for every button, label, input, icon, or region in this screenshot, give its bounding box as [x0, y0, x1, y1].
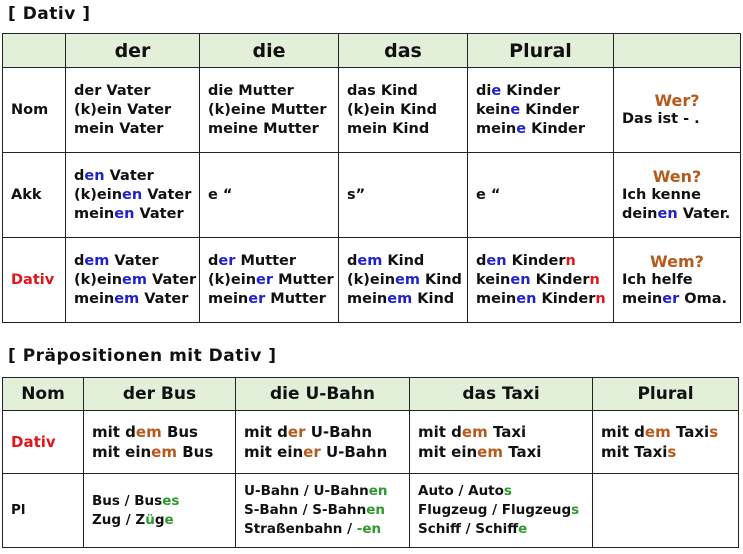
- text-line: [92, 492, 227, 511]
- table-cell: [339, 153, 468, 238]
- text-segment: Straßenbahn /: [244, 521, 357, 537]
- text-line: [347, 101, 459, 120]
- text-segment: mit ein: [418, 443, 478, 461]
- highlighted-ending: n: [589, 271, 600, 288]
- table-cell: [200, 153, 339, 238]
- text-segment: U-Bahn: [320, 443, 388, 461]
- table-cell: [339, 238, 468, 323]
- table-cell: [236, 411, 410, 474]
- highlighted-ending: em: [135, 423, 162, 441]
- text-segment: d: [476, 252, 487, 269]
- text-segment: Vater.: [677, 205, 731, 222]
- highlighted-ending: Wen?: [652, 166, 702, 186]
- text-line: [347, 290, 459, 309]
- text-segment: Kinder: [520, 101, 580, 118]
- text-segment: meine Mutter: [208, 120, 319, 137]
- text-segment: mein: [622, 290, 663, 307]
- text-line: [347, 120, 459, 139]
- table-cell: [236, 474, 410, 548]
- text-segment: Taxi: [487, 423, 527, 441]
- text-segment: Vater: [142, 186, 192, 203]
- text-segment: Mutter: [265, 290, 326, 307]
- row-header: Dativ: [3, 238, 66, 323]
- highlighted-ending: e: [518, 521, 528, 537]
- text-segment: (k)ein: [347, 271, 396, 288]
- table-cell: [200, 68, 339, 153]
- text-line: [347, 186, 459, 205]
- row-header: Akk: [3, 153, 66, 238]
- highlighted-ending: er: [287, 423, 306, 441]
- table-cell: [84, 411, 236, 474]
- text-segment: dein: [622, 205, 658, 222]
- text-segment: (k)ein Vater: [74, 101, 172, 118]
- table-row: [3, 411, 739, 474]
- text-segment: mein: [476, 120, 517, 137]
- text-line: [92, 442, 227, 462]
- text-line: [74, 290, 191, 309]
- text-segment: Das ist - .: [622, 111, 700, 127]
- text-segment: Oma.: [679, 290, 728, 307]
- highlighted-ending: en: [516, 290, 537, 307]
- text-line: [208, 252, 330, 271]
- text-line: [622, 186, 732, 205]
- text-segment: d: [347, 252, 358, 269]
- text-line: [476, 252, 605, 271]
- column-header: Nom: [3, 378, 84, 411]
- text-segment: S-Bahn / S-Bahn: [244, 502, 367, 518]
- highlighted-ending: em: [395, 271, 420, 288]
- text-line: [74, 167, 191, 186]
- column-header: das Taxi: [410, 378, 593, 411]
- text-segment: Kinder: [530, 271, 590, 288]
- text-line: [74, 82, 191, 101]
- text-line: [418, 442, 584, 462]
- text-segment: U-Bahn / U-Bahn: [244, 483, 369, 499]
- highlighted-ending: s: [667, 443, 677, 461]
- table-cell: [468, 68, 614, 153]
- text-segment: (k)ein: [208, 271, 257, 288]
- column-header: [3, 34, 66, 68]
- highlighted-ending: s: [709, 423, 719, 441]
- text-line: [622, 110, 732, 129]
- text-line: [208, 271, 334, 290]
- text-segment: mit d: [418, 423, 462, 441]
- text-line: [476, 101, 605, 120]
- highlighted-ending: es: [162, 492, 180, 509]
- table-row: [3, 238, 741, 323]
- text-segment: Ich kenne: [622, 186, 701, 203]
- highlighted-ending: er: [303, 443, 321, 461]
- highlighted-ending: en: [366, 502, 386, 518]
- table-cell: [66, 153, 200, 238]
- text-segment: Vater: [109, 252, 159, 269]
- text-segment: Bus / Bus: [92, 492, 163, 509]
- row-header: Nom: [3, 68, 66, 153]
- highlighted-ending: em: [644, 423, 671, 441]
- text-segment: mit Taxi: [601, 443, 668, 461]
- column-header: die U-Bahn: [236, 378, 410, 411]
- text-segment: Flugzeug / Flugzeug: [418, 502, 572, 518]
- text-segment: di: [476, 82, 492, 99]
- text-line: [244, 422, 401, 442]
- text-segment: Taxi: [670, 423, 710, 441]
- text-line: [476, 82, 605, 101]
- highlighted-ending: s: [503, 483, 512, 499]
- highlighted-ending: en: [84, 167, 105, 184]
- text-segment: (k)ein: [74, 186, 123, 203]
- column-header: Plural: [468, 34, 614, 68]
- text-line: [476, 120, 605, 139]
- text-segment: mein: [347, 290, 388, 307]
- highlighted-ending: en: [657, 205, 678, 222]
- text-line: [622, 290, 732, 309]
- text-line: [418, 520, 584, 539]
- highlighted-ending: en: [122, 186, 143, 203]
- text-segment: mein: [74, 290, 115, 307]
- column-header: die: [200, 34, 339, 68]
- text-line: [74, 120, 191, 139]
- text-segment: Mutter: [273, 271, 334, 288]
- text-segment: Bus: [176, 443, 214, 461]
- highlighted-ending: Wem?: [650, 251, 704, 271]
- text-segment: mein: [208, 290, 249, 307]
- text-segment: Kind: [382, 252, 425, 269]
- highlighted-ending: ü: [145, 511, 155, 528]
- text-segment: Kinder: [526, 120, 586, 137]
- text-segment: (k)ein: [74, 271, 123, 288]
- text-line: [418, 501, 584, 520]
- table-cell: [468, 238, 614, 323]
- text-segment: Kinder: [506, 252, 566, 269]
- text-line: [244, 520, 401, 539]
- text-segment: mein: [74, 205, 115, 222]
- text-segment: e “: [208, 186, 233, 203]
- text-segment: kein: [476, 101, 511, 118]
- highlighted-ending: Wer?: [654, 91, 700, 110]
- text-segment: e “: [476, 186, 501, 203]
- column-header: das: [339, 34, 468, 68]
- highlighted-ending: en: [510, 271, 531, 288]
- table-cell: [200, 238, 339, 323]
- highlighted-ending: em: [387, 290, 413, 307]
- text-line: [74, 186, 191, 205]
- column-header: Plural: [593, 378, 739, 411]
- section-title-dativ: [ Dativ ]: [8, 4, 91, 24]
- text-line: [476, 271, 605, 290]
- text-segment: Ich helfe: [622, 271, 693, 288]
- highlighted-ending: er: [218, 252, 236, 269]
- prepositions-dativ-table: [2, 377, 739, 548]
- text-line: [208, 290, 330, 309]
- table-cell: [614, 238, 741, 323]
- text-line: [74, 252, 191, 271]
- text-segment: (k)ein Kind: [347, 101, 437, 118]
- text-segment: mit ein: [92, 443, 152, 461]
- highlighted-ending: er: [256, 271, 274, 288]
- question-word: [622, 167, 732, 186]
- highlighted-ending: er: [662, 290, 680, 307]
- text-segment: Vater: [139, 290, 189, 307]
- text-segment: g: [154, 511, 165, 528]
- text-line: [74, 205, 191, 224]
- highlighted-ending: em: [84, 252, 110, 269]
- text-segment: mein Vater: [74, 120, 164, 137]
- highlighted-ending: en: [368, 483, 388, 499]
- text-segment: mit ein: [244, 443, 304, 461]
- highlighted-ending: em: [114, 290, 140, 307]
- text-segment: d: [74, 167, 85, 184]
- text-segment: die Mutter: [208, 82, 294, 99]
- text-segment: U-Bahn: [305, 423, 373, 441]
- highlighted-ending: er: [248, 290, 266, 307]
- highlighted-ending: en: [486, 252, 507, 269]
- text-line: [476, 290, 605, 309]
- text-segment: Vater: [104, 167, 154, 184]
- column-header: [614, 34, 741, 68]
- table-cell: [66, 238, 200, 323]
- table-cell: [339, 68, 468, 153]
- highlighted-ending: em: [357, 252, 383, 269]
- table-cell: [593, 411, 739, 474]
- row-header: Dativ: [3, 411, 84, 474]
- text-line: [347, 82, 459, 101]
- text-segment: mit d: [244, 423, 288, 441]
- table-cell: [66, 68, 200, 153]
- text-segment: Kind: [419, 271, 462, 288]
- text-line: [208, 186, 330, 205]
- row-header: Pl: [3, 474, 84, 548]
- text-line: [244, 442, 401, 462]
- table-row: [3, 68, 741, 153]
- text-line: [622, 271, 732, 290]
- highlighted-ending: en: [114, 205, 135, 222]
- text-line: [418, 422, 584, 442]
- highlighted-ending: n: [565, 252, 576, 269]
- text-segment: s”: [347, 186, 366, 203]
- highlighted-ending: em: [151, 443, 177, 461]
- highlighted-ending: em: [461, 423, 488, 441]
- text-line: [208, 82, 330, 101]
- text-segment: d: [74, 252, 85, 269]
- section-title-prepositions: [ Präpositionen mit Dativ ]: [8, 346, 277, 366]
- text-segment: Taxi: [502, 443, 542, 461]
- text-line: [622, 205, 732, 224]
- text-segment: kein: [476, 271, 511, 288]
- table-cell: [410, 411, 593, 474]
- text-segment: mit d: [92, 423, 136, 441]
- table-row: [3, 153, 741, 238]
- highlighted-ending: e: [491, 82, 502, 99]
- text-segment: (k)eine Mutter: [208, 101, 327, 118]
- text-segment: mit d: [601, 423, 645, 441]
- text-line: [74, 101, 191, 120]
- question-word: [622, 91, 732, 110]
- text-segment: Zug / Z: [92, 511, 146, 528]
- text-line: [418, 482, 584, 501]
- text-segment: Kinder: [536, 290, 596, 307]
- table-cell: [84, 474, 236, 548]
- text-segment: Bus: [161, 423, 198, 441]
- table-cell: [468, 153, 614, 238]
- text-line: [74, 271, 197, 290]
- text-line: [208, 120, 330, 139]
- table-row: [3, 474, 739, 548]
- text-segment: Schiff / Schiff: [418, 521, 519, 537]
- dativ-declension-table: [2, 33, 741, 323]
- text-line: [208, 101, 330, 120]
- text-segment: das Kind: [347, 82, 418, 99]
- table-cell: [614, 68, 741, 153]
- text-line: [347, 252, 459, 271]
- text-line: [244, 482, 401, 501]
- text-line: [92, 422, 227, 442]
- text-segment: Auto / Auto: [418, 483, 504, 499]
- text-segment: Mutter: [235, 252, 297, 269]
- text-segment: Vater: [134, 205, 184, 222]
- text-segment: mein: [476, 290, 517, 307]
- text-segment: der Vater: [74, 82, 151, 99]
- text-line: [601, 442, 730, 462]
- text-segment: mein Kind: [347, 120, 430, 137]
- column-header: der Bus: [84, 378, 236, 411]
- highlighted-ending: e: [164, 511, 174, 528]
- highlighted-ending: e: [516, 120, 527, 137]
- text-segment: d: [208, 252, 219, 269]
- highlighted-ending: em: [477, 443, 503, 461]
- text-line: [601, 422, 730, 442]
- table-cell: [410, 474, 593, 548]
- highlighted-ending: em: [122, 271, 147, 288]
- text-segment: Kinder: [501, 82, 561, 99]
- highlighted-ending: -en: [356, 521, 382, 537]
- text-line: [244, 501, 401, 520]
- highlighted-ending: e: [510, 101, 521, 118]
- table-cell: [614, 153, 741, 238]
- table-cell: [593, 474, 739, 548]
- text-segment: Vater: [146, 271, 197, 288]
- column-header: der: [66, 34, 200, 68]
- text-line: [92, 511, 227, 530]
- question-word: [622, 252, 732, 271]
- highlighted-ending: s: [571, 502, 580, 518]
- highlighted-ending: n: [595, 290, 606, 307]
- text-line: [476, 186, 605, 205]
- text-line: [347, 271, 462, 290]
- text-segment: Kind: [412, 290, 455, 307]
